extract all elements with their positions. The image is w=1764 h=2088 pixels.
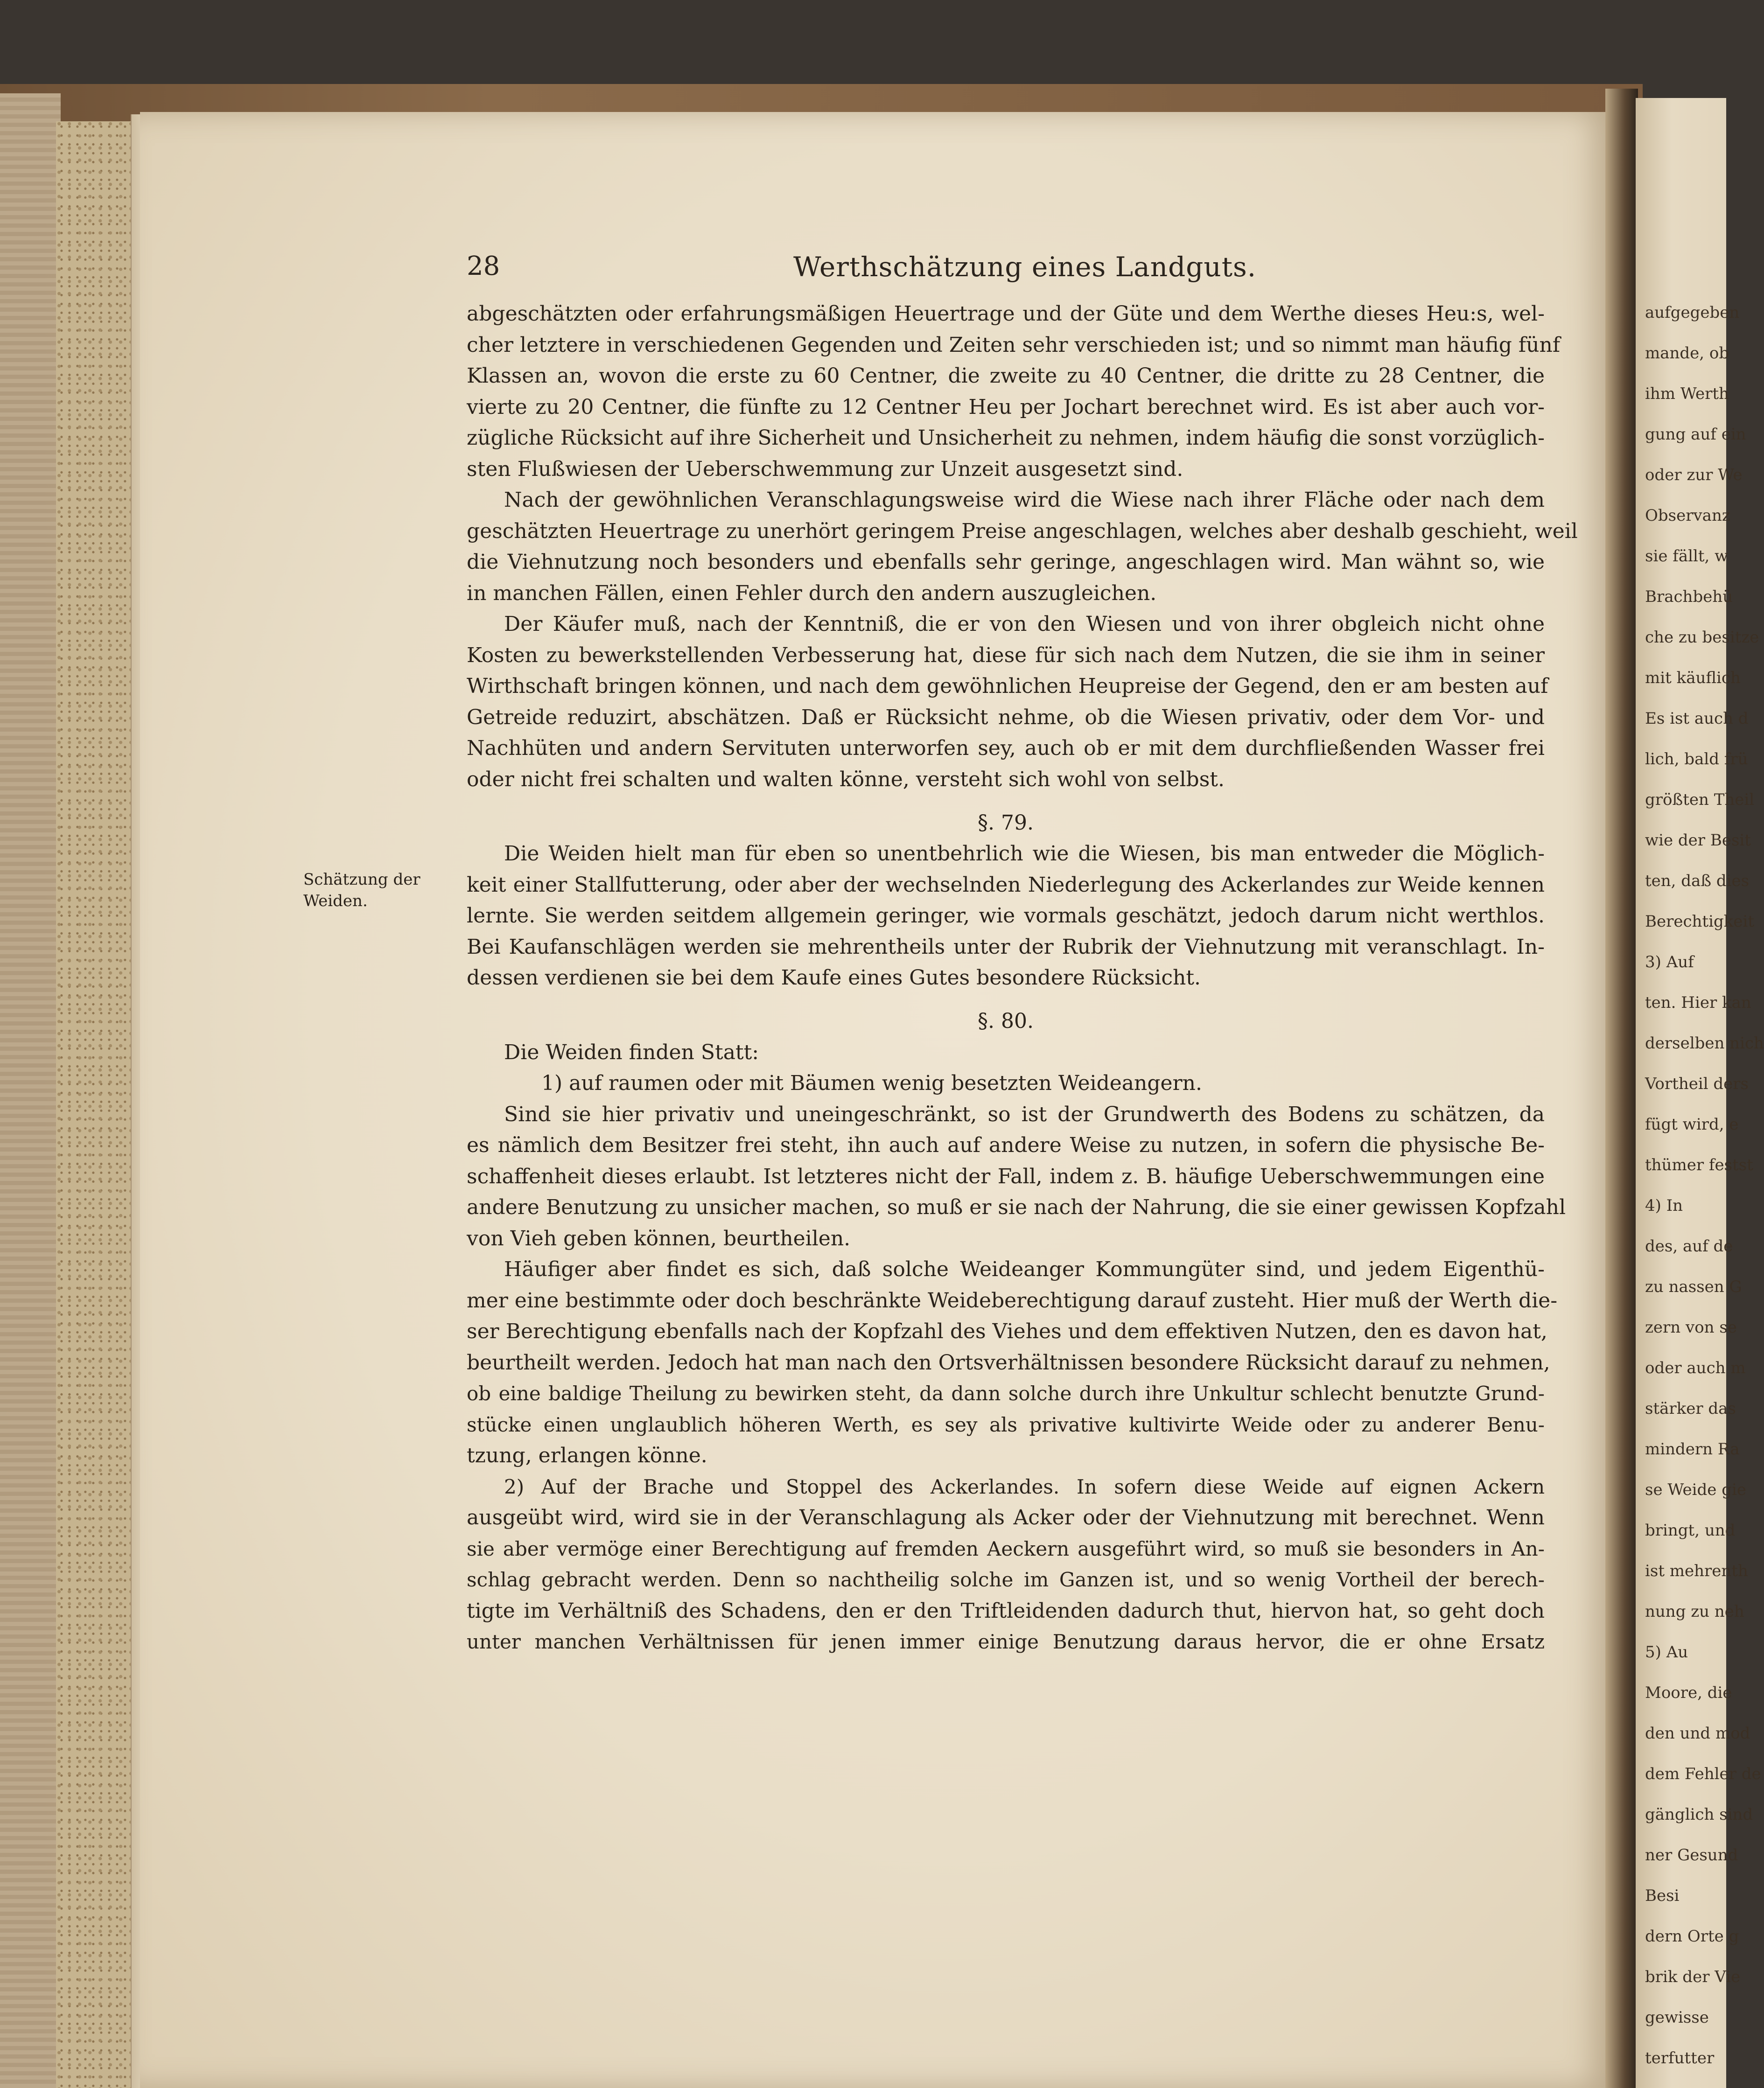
- text-line: andere Benutzung zu unsicher machen, so muß er sie nach der Nahrung, die sie einer gewissen Kopfzahl: [467, 1195, 1566, 1219]
- text-line: Nach der gewöhnlichen Veranschlagungsweise wird die Wiese nach ihrer Fläche oder nach dem: [504, 488, 1545, 512]
- text-line: stücke einen unglaublich höheren Werth, es sey als privative kultivirte Weide oder zu anderer Benu-: [467, 1413, 1545, 1436]
- text-line: ob eine baldige Theilung zu bewirken steht, da dann solche durch ihre Unkultur schlecht benutzte Grund-: [467, 1382, 1545, 1405]
- right-page-fragment: [1636, 98, 1764, 2088]
- right-page-line: 3) Auf: [1645, 953, 1694, 971]
- text-line: Klassen an, wovon die erste zu 60 Centner, die zweite zu 40 Centner, die dritte zu 28 Centner, die: [467, 364, 1545, 388]
- book-gutter: [1605, 89, 1638, 2088]
- text-line: keit einer Stallfutterung, oder aber der wechselnden Niederlegung des Ackerlandes zur Weide kennen: [467, 873, 1545, 897]
- right-page-line: nung zu neh: [1645, 1602, 1744, 1621]
- text-line: mer eine bestimmte oder doch beschränkte Weideberechtigung darauf zusteht. Hier muß der Werth die-: [467, 1288, 1558, 1313]
- text-line: tigte im Verhältniß des Schadens, den er den Triftleidenden dadurch thut, hiervon hat, so geht doch: [467, 1599, 1545, 1623]
- section-heading: §. 79.: [978, 810, 1034, 835]
- right-page-line: oder auch m: [1645, 1359, 1746, 1377]
- right-page-line: ten, daß dies: [1645, 872, 1750, 890]
- right-page-line: ten. Hier kan: [1645, 993, 1751, 1012]
- text-line: es nämlich dem Besitzer frei steht, ihn auch auf andere Weise zu nutzen, in sofern die physische Be-: [467, 1133, 1545, 1157]
- right-page-line: ner Gesund: [1645, 1846, 1738, 1865]
- right-page-line: se Weide gie: [1645, 1480, 1746, 1499]
- right-page-line: wie der Besit: [1645, 831, 1751, 850]
- text-line: sie aber vermöge einer Berechtigung auf fremden Aeckern ausgeführt wird, so muß sie besonders in An-: [467, 1537, 1545, 1560]
- marbled-endpaper: [56, 121, 140, 2088]
- right-page-line: fügt wird, e: [1645, 1115, 1739, 1134]
- right-page-line: ihm Werth: [1645, 384, 1729, 403]
- right-page-line: gänglich sind: [1645, 1805, 1753, 1824]
- text-line: oder nicht frei schalten und walten könne, versteht sich wohl von selbst.: [467, 767, 1225, 791]
- right-page-line: dern Orte g: [1645, 1927, 1739, 1946]
- text-line: beurtheilt werden. Jedoch hat man nach den Ortsverhältnissen besondere Rücksicht darauf zu nehmen,: [467, 1350, 1550, 1375]
- text-line: Nachhüten und andern Servituten unterworfen sey, auch ob er mit dem durchfließenden Wasser frei: [467, 736, 1545, 760]
- right-page-line: mindern Ra: [1645, 1440, 1740, 1459]
- text-line: Kosten zu bewerkstellenden Verbesserung hat, diese für sich nach dem Nutzen, die sie ihm in seiner: [467, 643, 1545, 667]
- right-page-line: lich, bald frü: [1645, 750, 1748, 768]
- right-page-line: größten Theil: [1645, 790, 1755, 809]
- right-page-line: ist mehrenth: [1645, 1562, 1748, 1580]
- right-page-line: che zu besitze: [1645, 628, 1759, 647]
- text-line: unter manchen Verhältnissen für jenen immer einige Benutzung daraus hervor, die er ohne Ersatz: [467, 1630, 1545, 1653]
- right-page-line: sie fällt, w: [1645, 547, 1729, 566]
- text-line: Getreide reduzirt, abschätzen. Daß er Rücksicht nehme, ob die Wiesen privativ, oder dem Vor- und: [467, 705, 1545, 729]
- text-line: Wirthschaft bringen können, und nach dem gewöhnlichen Heupreise der Gegend, den er am besten auf: [467, 674, 1548, 698]
- right-page-line: dem Fehler de: [1645, 1765, 1761, 1783]
- right-page-line: Besi: [1645, 1886, 1680, 1905]
- text-line: abgeschätzten oder erfahrungsmäßigen Heuertrage und der Güte und dem Werthe dieses Heu:s, wel-: [467, 302, 1545, 326]
- text-line: Häufiger aber findet es sich, daß solche Weideanger Kommungüter sind, und jedem Eigenthü-: [504, 1257, 1545, 1281]
- page-header: [467, 251, 1545, 288]
- right-page-line: zern von se: [1645, 1318, 1737, 1337]
- text-line: die Viehnutzung noch besonders und ebenfalls sehr geringe, angeschlagen wird. Man wähnt so, wie: [467, 550, 1545, 574]
- text-line: schlag gebracht werden. Denn so nachtheilig solche im Ganzen ist, und so wenig Vortheil der berech-: [467, 1568, 1545, 1591]
- text-line: sten Flußwiesen der Ueberschwemmung zur Unzeit ausgesetzt sind.: [467, 457, 1183, 481]
- body-text: [467, 299, 1578, 1658]
- right-page-line: den und mod: [1645, 1724, 1750, 1743]
- text-line: Die Weiden finden Statt:: [504, 1040, 759, 1064]
- text-line: Sind sie hier privativ und uneingeschränkt, so ist der Grundwerth des Bodens zu schätzen, da: [504, 1102, 1545, 1126]
- text-line: Bei Kaufanschlägen werden sie mehrentheils unter der Rubrik der Viehnutzung mit veranschlagt. In-: [467, 935, 1545, 959]
- right-page-line: Moore, die: [1645, 1683, 1732, 1702]
- text-line: in manchen Fällen, einen Fehler durch den andern auszugleichen.: [467, 581, 1157, 605]
- right-page-line: stärker das: [1645, 1399, 1736, 1418]
- right-page-line: des, auf de: [1645, 1237, 1733, 1256]
- text-line: tzung, erlangen könne.: [467, 1444, 707, 1467]
- right-page-line: bringt, und: [1645, 1521, 1736, 1540]
- right-page-line: derselben nich: [1645, 1034, 1764, 1053]
- right-page-line: thümer festst: [1645, 1156, 1753, 1174]
- text-line: 1) auf raumen oder mit Bäumen wenig besetzten Weideangern.: [541, 1071, 1202, 1095]
- text-line: dessen verdienen sie bei dem Kaufe eines Gutes besondere Rücksicht.: [467, 966, 1201, 990]
- text-line: 2) Auf der Brache und Stoppel des Ackerlandes. In sofern diese Weide auf eignen Ackern: [504, 1475, 1545, 1498]
- text-line: vierte zu 20 Centner, die fünfte zu 12 Centner Heu per Jochart berechnet wird. Es ist aber auch vor-: [467, 395, 1545, 419]
- text-line: schaffenheit dieses erlaubt. Ist letzteres nicht der Fall, indem z. B. häufige Ueberschwemmungen eine: [467, 1164, 1545, 1188]
- right-page-line: gung auf ein: [1645, 425, 1746, 444]
- text-line: Die Weiden hielt man für eben so unentbehrlich wie die Wiesen, bis man entweder die Möglich-: [504, 842, 1545, 866]
- right-page-line: oder zur We: [1645, 466, 1743, 484]
- text-line: zügliche Rücksicht auf ihre Sicherheit und Unsicherheit zu nehmen, indem häufig die sonst vorzüglich-: [467, 426, 1545, 450]
- text-line: ser Berechtigung ebenfalls nach der Kopfzahl des Viehes und dem effektiven Nutzen, den es davon hat,: [467, 1320, 1547, 1343]
- section-heading: §. 80.: [978, 1009, 1034, 1033]
- right-page-line: brik der Vie: [1645, 1968, 1741, 1986]
- page-number: 28: [467, 251, 500, 281]
- right-page-line: aufgegeben: [1645, 303, 1740, 322]
- right-page-line: 4) In: [1645, 1196, 1683, 1215]
- margin-note-line: Weiden.: [303, 892, 368, 910]
- right-page-line: gewisse: [1645, 2008, 1709, 2027]
- margin-note: [303, 869, 434, 912]
- running-head: Werthschätzung eines Landguts.: [793, 251, 1257, 283]
- text-line: geschätzten Heuertrage zu unerhört geringem Preise angeschlagen, welches aber deshalb geschieht, weil: [467, 519, 1578, 543]
- right-page-line: Observanz: [1645, 506, 1730, 525]
- right-page-line: 5) Au: [1645, 1643, 1688, 1662]
- right-page-line: zu nassen G: [1645, 1278, 1742, 1296]
- text-line: Der Käufer muß, nach der Kenntniß, die er von den Wiesen und von ihrer obgleich nicht ohne: [504, 612, 1545, 636]
- cover-edge: [0, 93, 61, 2088]
- text-line: ausgeübt wird, wird sie in der Veranschlagung als Acker oder der Viehnutzung mit berechnet. Wenn: [467, 1506, 1545, 1529]
- right-page-line: Berechtigkeit: [1645, 912, 1754, 931]
- right-page-line: mande, ob: [1645, 344, 1729, 363]
- margin-note-line: Schätzung der: [303, 870, 420, 889]
- right-page-line: Brachbehü: [1645, 587, 1733, 606]
- text-line: von Vieh geben können, beurtheilen.: [467, 1226, 851, 1250]
- right-page-line: Vortheil ders: [1645, 1075, 1749, 1093]
- right-page-line: Es ist auch d: [1645, 709, 1749, 728]
- right-page-line: mit käuflich: [1645, 669, 1741, 687]
- text-line: cher letztere in verschiedenen Gegenden und Zeiten sehr verschieden ist; und so nimmt man häufig fünf: [467, 333, 1561, 357]
- text-line: lernte. Sie werden seitdem allgemein geringer, wie vormals geschätzt, jedoch darum nicht werthlos.: [467, 904, 1545, 928]
- right-page-line: terfutter: [1645, 2049, 1715, 2067]
